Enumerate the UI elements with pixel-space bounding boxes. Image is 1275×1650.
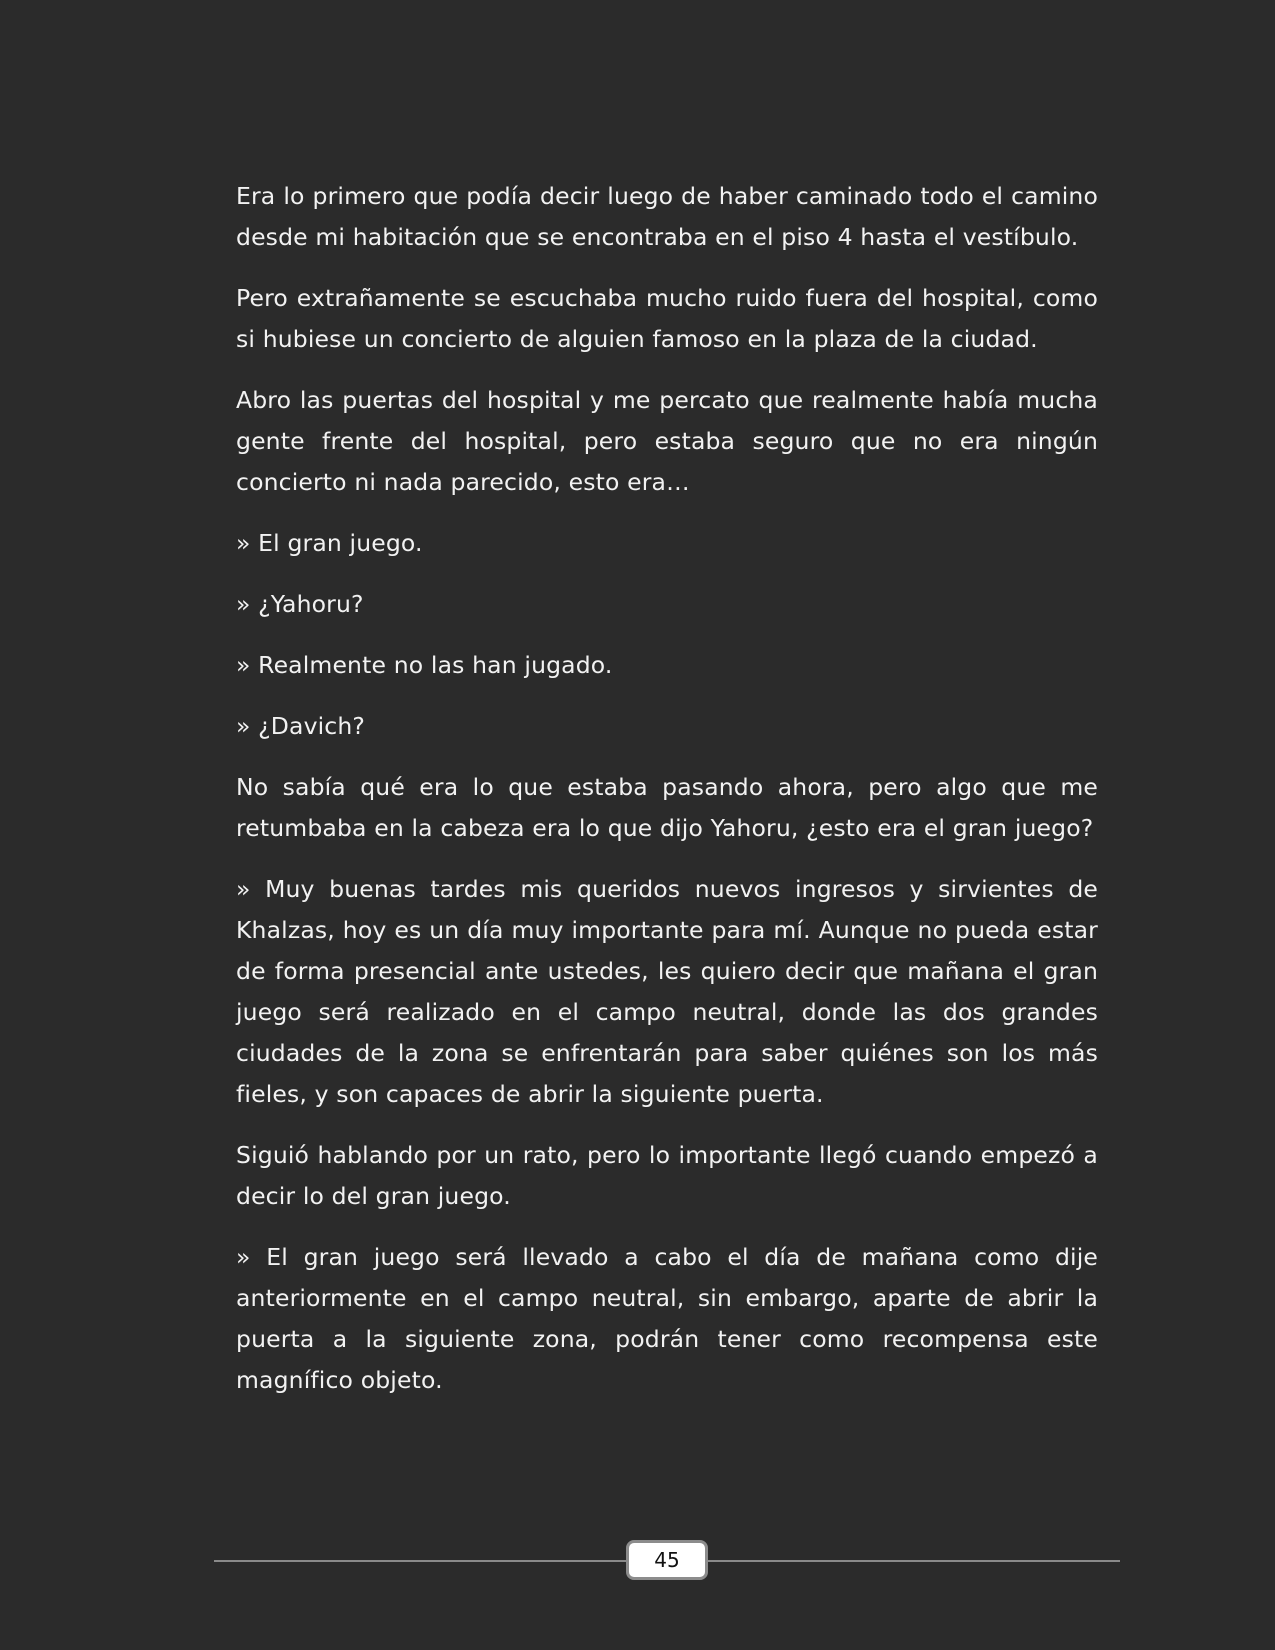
paragraph-2: Pero extrañamente se escuchaba mucho ruido fuera del hospital, como si hubiese un concierto de alguien famoso en la plaza de la ciudad.: [236, 284, 1098, 353]
paragraph-9: » Muy buenas tardes mis queridos nuevos ingresos y sirvientes de Khalzas, hoy es un día muy importante para mí. Aunque no pueda estar de forma presencial ante ustedes, les quiero decir que mañana el gran juego será realizado en el campo neutral, donde las dos grandes ciudades de la zona se enfrentarán para saber quiénes son los más fieles, y son capaces de abrir la siguiente puerta.: [236, 875, 1098, 1108]
paragraph-4: » El gran juego.: [236, 529, 423, 557]
paragraph-10: Siguió hablando por un rato, pero lo importante llegó cuando empezó a decir lo del gran juego.: [236, 1141, 1098, 1210]
body-text: [236, 176, 1098, 1421]
page-number: 45: [626, 1540, 708, 1580]
paragraph-7: » ¿Davich?: [236, 712, 366, 740]
footer-divider-right: [708, 1560, 1120, 1562]
footer-divider-left: [214, 1560, 626, 1562]
paragraph-3: Abro las puertas del hospital y me percato que realmente había mucha gente frente del hospital, pero estaba seguro que no era ningún concierto ni nada parecido, esto era…: [236, 386, 1098, 496]
paragraph-8: No sabía qué era lo que estaba pasando ahora, pero algo que me retumbaba en la cabeza era lo que dijo Yahoru, ¿esto era el gran juego?: [236, 773, 1098, 842]
paragraph-1: Era lo primero que podía decir luego de haber caminado todo el camino desde mi habitación que se encontraba en el piso 4 hasta el vestíbulo.: [236, 182, 1098, 251]
paragraph-6: » Realmente no las han jugado.: [236, 651, 613, 679]
paragraph-11: » El gran juego será llevado a cabo el día de mañana como dije anteriormente en el campo neutral, sin embargo, aparte de abrir la puerta a la siguiente zona, podrán tener como recompensa este magnífico objeto.: [236, 1243, 1098, 1394]
paragraph-5: » ¿Yahoru?: [236, 590, 364, 618]
